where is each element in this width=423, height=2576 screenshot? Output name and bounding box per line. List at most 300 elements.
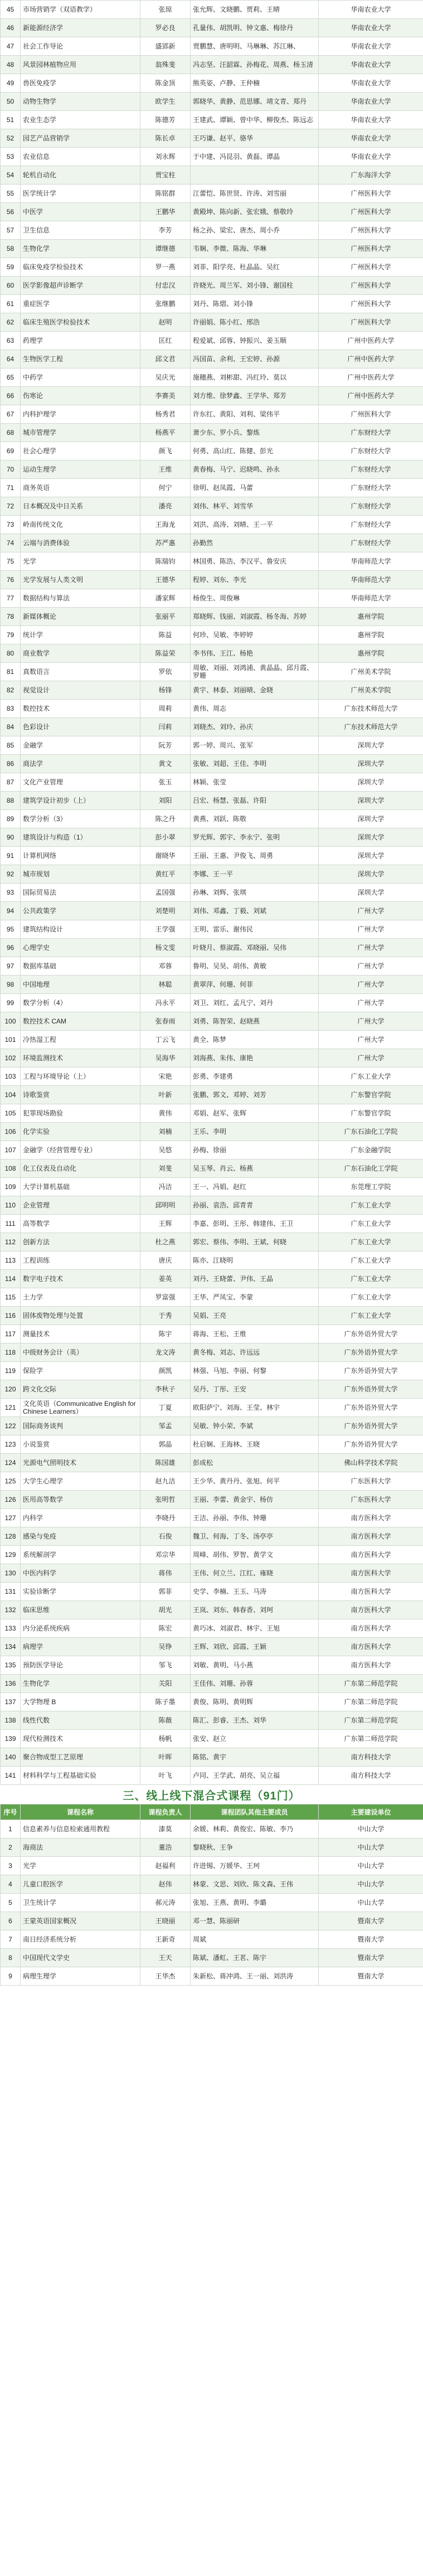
institution: 广州大学	[319, 939, 423, 957]
team-members: 刘丹、陈熠、刘小锋	[191, 295, 319, 313]
institution: 广州大学	[319, 1012, 423, 1031]
team-members	[191, 166, 319, 185]
row-number: 136	[1, 1675, 21, 1693]
table-row	[1, 1656, 423, 1675]
institution: 广州美术学院	[319, 681, 423, 700]
course-name: 建筑设计与构造（1）	[21, 828, 140, 847]
course-lead: 刘阳	[140, 792, 191, 810]
team-members: 程婷、刘东、李光	[191, 571, 319, 589]
table-row	[1, 1362, 423, 1380]
table-row	[1, 1820, 423, 1838]
institution: 广东工业大学	[319, 1068, 423, 1086]
course-lead: 陈宏	[140, 1619, 191, 1638]
course-lead: 王鹏华	[140, 203, 191, 221]
institution: 广东第二师范学院	[319, 1693, 423, 1711]
table-row	[1, 828, 423, 847]
row-number: 120	[1, 1380, 21, 1399]
course-lead: 刘永辉	[140, 148, 191, 166]
table-row	[1, 1546, 423, 1564]
institution: 南方医科大学	[319, 1546, 423, 1564]
course-name: 犯罪现场勘验	[21, 1104, 140, 1123]
institution: 广州中医药大学	[319, 332, 423, 350]
institution: 华南农业大学	[319, 148, 423, 166]
team-members: 王建武、谭颖、曾中华、柳俊杰、陈远志	[191, 111, 319, 129]
header-unit: 主要建设单位	[319, 1804, 423, 1820]
course-name: 色彩设计	[21, 718, 140, 736]
course-lead: 叶飞	[140, 1767, 191, 1785]
course-lead: 刘斐	[140, 1160, 191, 1178]
row-number: 71	[1, 479, 21, 497]
course-lead: 吴悠	[140, 1141, 191, 1160]
course-name: 真数语言	[21, 663, 140, 681]
header-team: 课程团队其他主要成员	[191, 1804, 319, 1820]
team-members: 张旭、王燕、黄明、李璐	[191, 1894, 319, 1912]
table-row	[1, 957, 423, 976]
institution: 华南农业大学	[319, 93, 423, 111]
team-members: 郭晓华、黄静、范思娜、靖文青、郑丹	[191, 93, 319, 111]
row-number: 111	[1, 1215, 21, 1233]
team-members: 程爱斌、邱蓉、钟振兴、姜玉顺	[191, 332, 319, 350]
course-lead: 唐庆	[140, 1251, 191, 1270]
row-number: 47	[1, 37, 21, 56]
row-number: 67	[1, 405, 21, 424]
table-row	[1, 1967, 423, 1986]
institution: 南方医科大学	[319, 1656, 423, 1675]
institution: 中山大学	[319, 1875, 423, 1894]
course-name: 卫生信息	[21, 221, 140, 240]
team-members: 吕宏、杨慧、张磊、许阳	[191, 792, 319, 810]
team-members: 黄宇、林泰、刘丽晴、金晓	[191, 681, 319, 700]
course-name: 医用高等数学	[21, 1491, 140, 1509]
course-name: 城市管理学	[21, 424, 140, 442]
row-number: 55	[1, 185, 21, 203]
row-number: 65	[1, 368, 21, 387]
row-number: 139	[1, 1730, 21, 1748]
course-lead: 陈德芳	[140, 111, 191, 129]
row-number: 100	[1, 1012, 21, 1031]
row-number: 82	[1, 681, 21, 700]
section3-title: 三、线上线下混合式课程（91门）	[0, 1785, 423, 1804]
team-members: 王华、严凤宝、李蒙	[191, 1288, 319, 1307]
row-number: 99	[1, 994, 21, 1012]
course-name: 中医学	[21, 203, 140, 221]
institution: 广东工业大学	[319, 1251, 423, 1270]
row-number: 106	[1, 1123, 21, 1141]
course-name: 园艺产品营销学	[21, 129, 140, 148]
course-lead: 陈金顶	[140, 74, 191, 93]
row-number: 9	[1, 1967, 21, 1986]
team-members: 吴敏、钟小荣、李斌	[191, 1417, 319, 1435]
table-row	[1, 1857, 423, 1875]
course-lead: 张琼	[140, 1, 191, 19]
row-number: 46	[1, 19, 21, 37]
table-row	[1, 1472, 423, 1491]
course-name: 农业信息	[21, 148, 140, 166]
course-name: 跨文化交际	[21, 1380, 140, 1399]
institution: 暨南大学	[319, 1912, 423, 1930]
table-row	[1, 736, 423, 755]
institution: 南方医科大学	[319, 1583, 423, 1601]
team-members: 郭一婷、周兴、张军	[191, 736, 319, 755]
row-number: 98	[1, 976, 21, 994]
course-lead: 李赛美	[140, 387, 191, 405]
table-row	[1, 865, 423, 884]
team-members: 王辉、刘欣、邱霞、王颖	[191, 1638, 319, 1656]
table-row	[1, 203, 423, 221]
course-lead: 张明哲	[140, 1491, 191, 1509]
course-lead: 潘家辉	[140, 589, 191, 608]
course-lead: 张玉	[140, 773, 191, 792]
course-name: 高等数学	[21, 1215, 140, 1233]
team-members: 黄殿坤、陈向新、张宏娥、蔡敬玲	[191, 203, 319, 221]
course-name: 新能源经济学	[21, 19, 140, 37]
row-number: 89	[1, 810, 21, 828]
table-row	[1, 1343, 423, 1362]
table-row	[1, 939, 423, 957]
table-row	[1, 1251, 423, 1270]
course-lead: 杨帆	[140, 1730, 191, 1748]
table-row	[1, 1049, 423, 1068]
table-row	[1, 1178, 423, 1196]
course-lead: 杨秀君	[140, 405, 191, 424]
row-number: 54	[1, 166, 21, 185]
table-row	[1, 1215, 423, 1233]
table-row	[1, 994, 423, 1012]
course-lead: 陈铭群	[140, 185, 191, 203]
institution: 广东财经大学	[319, 534, 423, 552]
course-lead: 赵伟	[140, 1875, 191, 1894]
course-name: 聚合物成型工艺原理	[21, 1748, 140, 1767]
institution: 深圳大学	[319, 792, 423, 810]
table-row	[1, 1233, 423, 1251]
table-row	[1, 221, 423, 240]
institution: 广州大学	[319, 902, 423, 920]
course-name: 风景园林植物应用	[21, 56, 140, 74]
course-lead: 杜之燕	[140, 1233, 191, 1251]
team-members: 余媛、林莉、黄俊宏、陈敏、李乃	[191, 1820, 319, 1838]
team-members: 韦娴、李微、陈海、华琳	[191, 240, 319, 258]
section3-table	[0, 1804, 423, 1986]
team-members: 陈汇、彭睿、王杰、刘华	[191, 1711, 319, 1730]
course-lead: 王天	[140, 1949, 191, 1967]
row-number: 45	[1, 1, 21, 19]
institution: 广东医科大学	[319, 1472, 423, 1491]
row-number: 93	[1, 884, 21, 902]
team-members: 周斌	[191, 1930, 319, 1949]
row-number: 86	[1, 755, 21, 773]
institution: 广州大学	[319, 1031, 423, 1049]
course-lead: 于秀	[140, 1307, 191, 1325]
team-members: 张允辉、文晓鹏、贾莉、王晴	[191, 1, 319, 19]
row-number: 138	[1, 1711, 21, 1730]
table-row	[1, 93, 423, 111]
row-number: 57	[1, 221, 21, 240]
institution: 广州大学	[319, 976, 423, 994]
table-row	[1, 552, 423, 571]
course-name: 土力学	[21, 1288, 140, 1307]
course-lead: 关阳	[140, 1675, 191, 1693]
course-lead: 叶晖	[140, 1748, 191, 1767]
course-lead: 贾宝柱	[140, 166, 191, 185]
course-lead: 刘楚明	[140, 902, 191, 920]
course-lead: 陈薇	[140, 1711, 191, 1730]
team-members: 施穗燕、刘彬甜、冯红玲、莫以	[191, 368, 319, 387]
table-row	[1, 1068, 423, 1086]
row-number: 1	[1, 1820, 21, 1838]
institution: 广东工业大学	[319, 1233, 423, 1251]
institution: 广东警官学院	[319, 1086, 423, 1104]
course-name: 内科护理学	[21, 405, 140, 424]
course-name: 心理学史	[21, 939, 140, 957]
course-lead: 罗必良	[140, 19, 191, 37]
course-lead: 谭继德	[140, 240, 191, 258]
course-lead: 孟国强	[140, 884, 191, 902]
course-lead: 闫莉	[140, 718, 191, 736]
row-number: 73	[1, 516, 21, 534]
team-members: 刘方维、徐梦鑫、王学华、郑芳	[191, 387, 319, 405]
course-name: 南日经济系统分析	[21, 1930, 140, 1949]
team-members: 黄全、陈梦	[191, 1031, 319, 1049]
course-name: 国际商务谈判	[21, 1417, 140, 1435]
row-number: 3	[1, 1857, 21, 1875]
course-lead: 赵九洁	[140, 1472, 191, 1491]
institution: 广东海洋大学	[319, 166, 423, 185]
row-number: 121	[1, 1399, 21, 1417]
table-row	[1, 571, 423, 589]
course-name: 冷热湿工程	[21, 1031, 140, 1049]
table-row	[1, 700, 423, 718]
course-lead: 张继鹏	[140, 295, 191, 313]
institution: 广东外语外贸大学	[319, 1399, 423, 1417]
institution: 中山大学	[319, 1838, 423, 1857]
institution: 华南农业大学	[319, 1, 423, 19]
course-name: 建筑学设计初步（上）	[21, 792, 140, 810]
team-members: 李娜、王一平	[191, 865, 319, 884]
row-number: 130	[1, 1564, 21, 1583]
team-members: 黄巧冰、刘淑君、林宇、王旭	[191, 1619, 319, 1638]
institution: 深圳大学	[319, 755, 423, 773]
course-name: 海商法	[21, 1838, 140, 1857]
course-lead: 龙文涛	[140, 1343, 191, 1362]
institution: 南方医科大学	[319, 1564, 423, 1583]
table-row	[1, 19, 423, 37]
course-name: 伤寒论	[21, 387, 140, 405]
course-lead: 罗一燕	[140, 258, 191, 276]
team-members: 林国勇、陈浩、李汉平、鲁安庆	[191, 552, 319, 571]
team-members: 魏卫、何海、丁冬、汤亭亭	[191, 1527, 319, 1546]
table-row	[1, 884, 423, 902]
table-row	[1, 626, 423, 644]
institution: 广东医科大学	[319, 1491, 423, 1509]
course-name: 王蒙英语国家概况	[21, 1912, 140, 1930]
course-name: 市场营销学（双语教学）	[21, 1, 140, 19]
institution: 中山大学	[319, 1857, 423, 1875]
course-lead: 赵明	[140, 313, 191, 332]
row-number: 101	[1, 1031, 21, 1049]
row-number: 109	[1, 1178, 21, 1196]
table-row	[1, 589, 423, 608]
course-name: 金融学	[21, 736, 140, 755]
team-members: 朱新松、蒋冲鸿、王一丽、刘洪涛	[191, 1967, 319, 1986]
course-name: 建筑结构设计	[21, 920, 140, 939]
institution: 华南师范大学	[319, 552, 423, 571]
institution: 广州医科大学	[319, 295, 423, 313]
institution: 广东外语外贸大学	[319, 1325, 423, 1343]
course-lead: 黄伟	[140, 1104, 191, 1123]
course-name: 生物化学	[21, 240, 140, 258]
row-number: 129	[1, 1546, 21, 1564]
course-name: 中医内科学	[21, 1564, 140, 1583]
table-row	[1, 810, 423, 828]
row-number: 58	[1, 240, 21, 258]
table-row	[1, 1123, 423, 1141]
course-lead: 陈国雄	[140, 1454, 191, 1472]
row-number: 48	[1, 56, 21, 74]
row-number: 2	[1, 1838, 21, 1857]
course-name: 企业管理	[21, 1196, 140, 1215]
team-members: 陈斌、潘虹、王茗、陈宇	[191, 1949, 319, 1967]
row-number: 4	[1, 1875, 21, 1894]
course-lead: 付忠汉	[140, 276, 191, 295]
table-row	[1, 644, 423, 663]
course-lead: 丁夏	[140, 1399, 191, 1417]
course-name: 小说鉴赏	[21, 1435, 140, 1454]
team-members: 于中建、冯昆羽、黄磊、谭晶	[191, 148, 319, 166]
course-lead: 李秋子	[140, 1380, 191, 1399]
course-name: 工程与环境导论（上）	[21, 1068, 140, 1086]
header-lead: 课程负责人	[140, 1804, 191, 1820]
institution: 华南农业大学	[319, 37, 423, 56]
row-number: 87	[1, 773, 21, 792]
row-number: 90	[1, 828, 21, 847]
course-lead: 彭小翠	[140, 828, 191, 847]
team-members: 冯志坚、汪韶霖、孙梅花、周燕、杨玉清	[191, 56, 319, 74]
course-lead: 邹飞	[140, 1656, 191, 1675]
course-name: 兽医免疫学	[21, 74, 140, 93]
row-number: 94	[1, 902, 21, 920]
course-lead: 李晓丹	[140, 1509, 191, 1527]
course-lead: 胡光	[140, 1601, 191, 1619]
course-name: 中国地理	[21, 976, 140, 994]
team-members: 刘勇、陈智荣、赵晓燕	[191, 1012, 319, 1031]
table-row	[1, 442, 423, 460]
institution: 广州医科大学	[319, 240, 423, 258]
course-lead: 王海龙	[140, 516, 191, 534]
team-members: 黎晓秋、王争	[191, 1838, 319, 1857]
table-row	[1, 516, 423, 534]
course-lead: 陈益荣	[140, 644, 191, 663]
table-row	[1, 1270, 423, 1288]
course-lead: 潘亮	[140, 497, 191, 516]
course-lead: 陈益	[140, 626, 191, 644]
table-row	[1, 148, 423, 166]
institution: 深圳大学	[319, 865, 423, 884]
team-members: 王少华、黄丹丹、张旭、何平	[191, 1472, 319, 1491]
team-members: 王岚、刘东、韩春香、刘珂	[191, 1601, 319, 1619]
row-number: 104	[1, 1086, 21, 1104]
table-row	[1, 1196, 423, 1215]
course-lead: 王新奇	[140, 1930, 191, 1949]
row-number: 53	[1, 148, 21, 166]
row-number: 123	[1, 1435, 21, 1454]
team-members: 郭宏、蔡伟、李明、王斌、何晓	[191, 1233, 319, 1251]
institution: 广州医科大学	[319, 203, 423, 221]
course-name: 大学物理 B	[21, 1693, 140, 1711]
course-name: 保险学	[21, 1362, 140, 1380]
course-lead: 吴海华	[140, 1049, 191, 1068]
institution: 广东外语外贸大学	[319, 1380, 423, 1399]
table-row	[1, 1838, 423, 1857]
row-number: 103	[1, 1068, 21, 1086]
course-name: 化学实验	[21, 1123, 140, 1141]
course-name: 临床免疫学检验技术	[21, 258, 140, 276]
team-members: 彭成松	[191, 1454, 319, 1472]
row-number: 131	[1, 1583, 21, 1601]
course-lead: 颜飞	[140, 442, 191, 460]
row-number: 114	[1, 1270, 21, 1288]
course-name: 商业数学	[21, 644, 140, 663]
table-row	[1, 1711, 423, 1730]
institution: 深圳大学	[319, 810, 423, 828]
course-name: 生物医学工程	[21, 350, 140, 368]
table-row	[1, 1509, 423, 1527]
course-lead: 罗依	[140, 663, 191, 681]
institution: 广东外语外贸大学	[319, 1435, 423, 1454]
table-row	[1, 1031, 423, 1049]
row-number: 133	[1, 1619, 21, 1638]
team-members: 江蕾恺、陈世贤、许涛、刘雪丽	[191, 185, 319, 203]
team-members: 卢同、王学武、胡亮、吴立福	[191, 1767, 319, 1785]
course-name: 计算机网络	[21, 847, 140, 865]
row-number: 5	[1, 1894, 21, 1912]
course-name: 测量技术	[21, 1325, 140, 1343]
course-name: 数学分析（4）	[21, 994, 140, 1012]
institution: 广东技术师范大学	[319, 700, 423, 718]
course-name: 临床思维	[21, 1601, 140, 1619]
row-number: 69	[1, 442, 21, 460]
row-number: 127	[1, 1509, 21, 1527]
course-name: 预防医学导论	[21, 1656, 140, 1675]
course-name: 内科学	[21, 1509, 140, 1527]
table-row	[1, 1894, 423, 1912]
course-name: 材料科学与工程基础实验	[21, 1767, 140, 1785]
course-lead: 吴庆光	[140, 368, 191, 387]
table-row	[1, 1949, 423, 1967]
course-lead: 姜英	[140, 1270, 191, 1288]
institution: 广东财经大学	[319, 442, 423, 460]
team-members: 张鹏、郭文、邓婷、刘芳	[191, 1086, 319, 1104]
institution: 华南农业大学	[319, 56, 423, 74]
institution: 东莞理工学院	[319, 1178, 423, 1196]
row-number: 72	[1, 497, 21, 516]
row-number: 84	[1, 718, 21, 736]
row-number: 61	[1, 295, 21, 313]
section3-body	[1, 1820, 423, 1986]
course-lead: 欧学生	[140, 93, 191, 111]
table-row	[1, 1527, 423, 1546]
table-row	[1, 313, 423, 332]
institution: 佛山科学技术学院	[319, 1454, 423, 1472]
course-lead: 谢晓华	[140, 847, 191, 865]
institution: 华南农业大学	[319, 74, 423, 93]
table-row	[1, 1141, 423, 1160]
course-lead: 冯洁	[140, 1178, 191, 1196]
table-row	[1, 976, 423, 994]
institution: 南方医科大学	[319, 1527, 423, 1546]
table-row	[1, 185, 423, 203]
row-number: 79	[1, 626, 21, 644]
institution: 广东外语外贸大学	[319, 1417, 423, 1435]
